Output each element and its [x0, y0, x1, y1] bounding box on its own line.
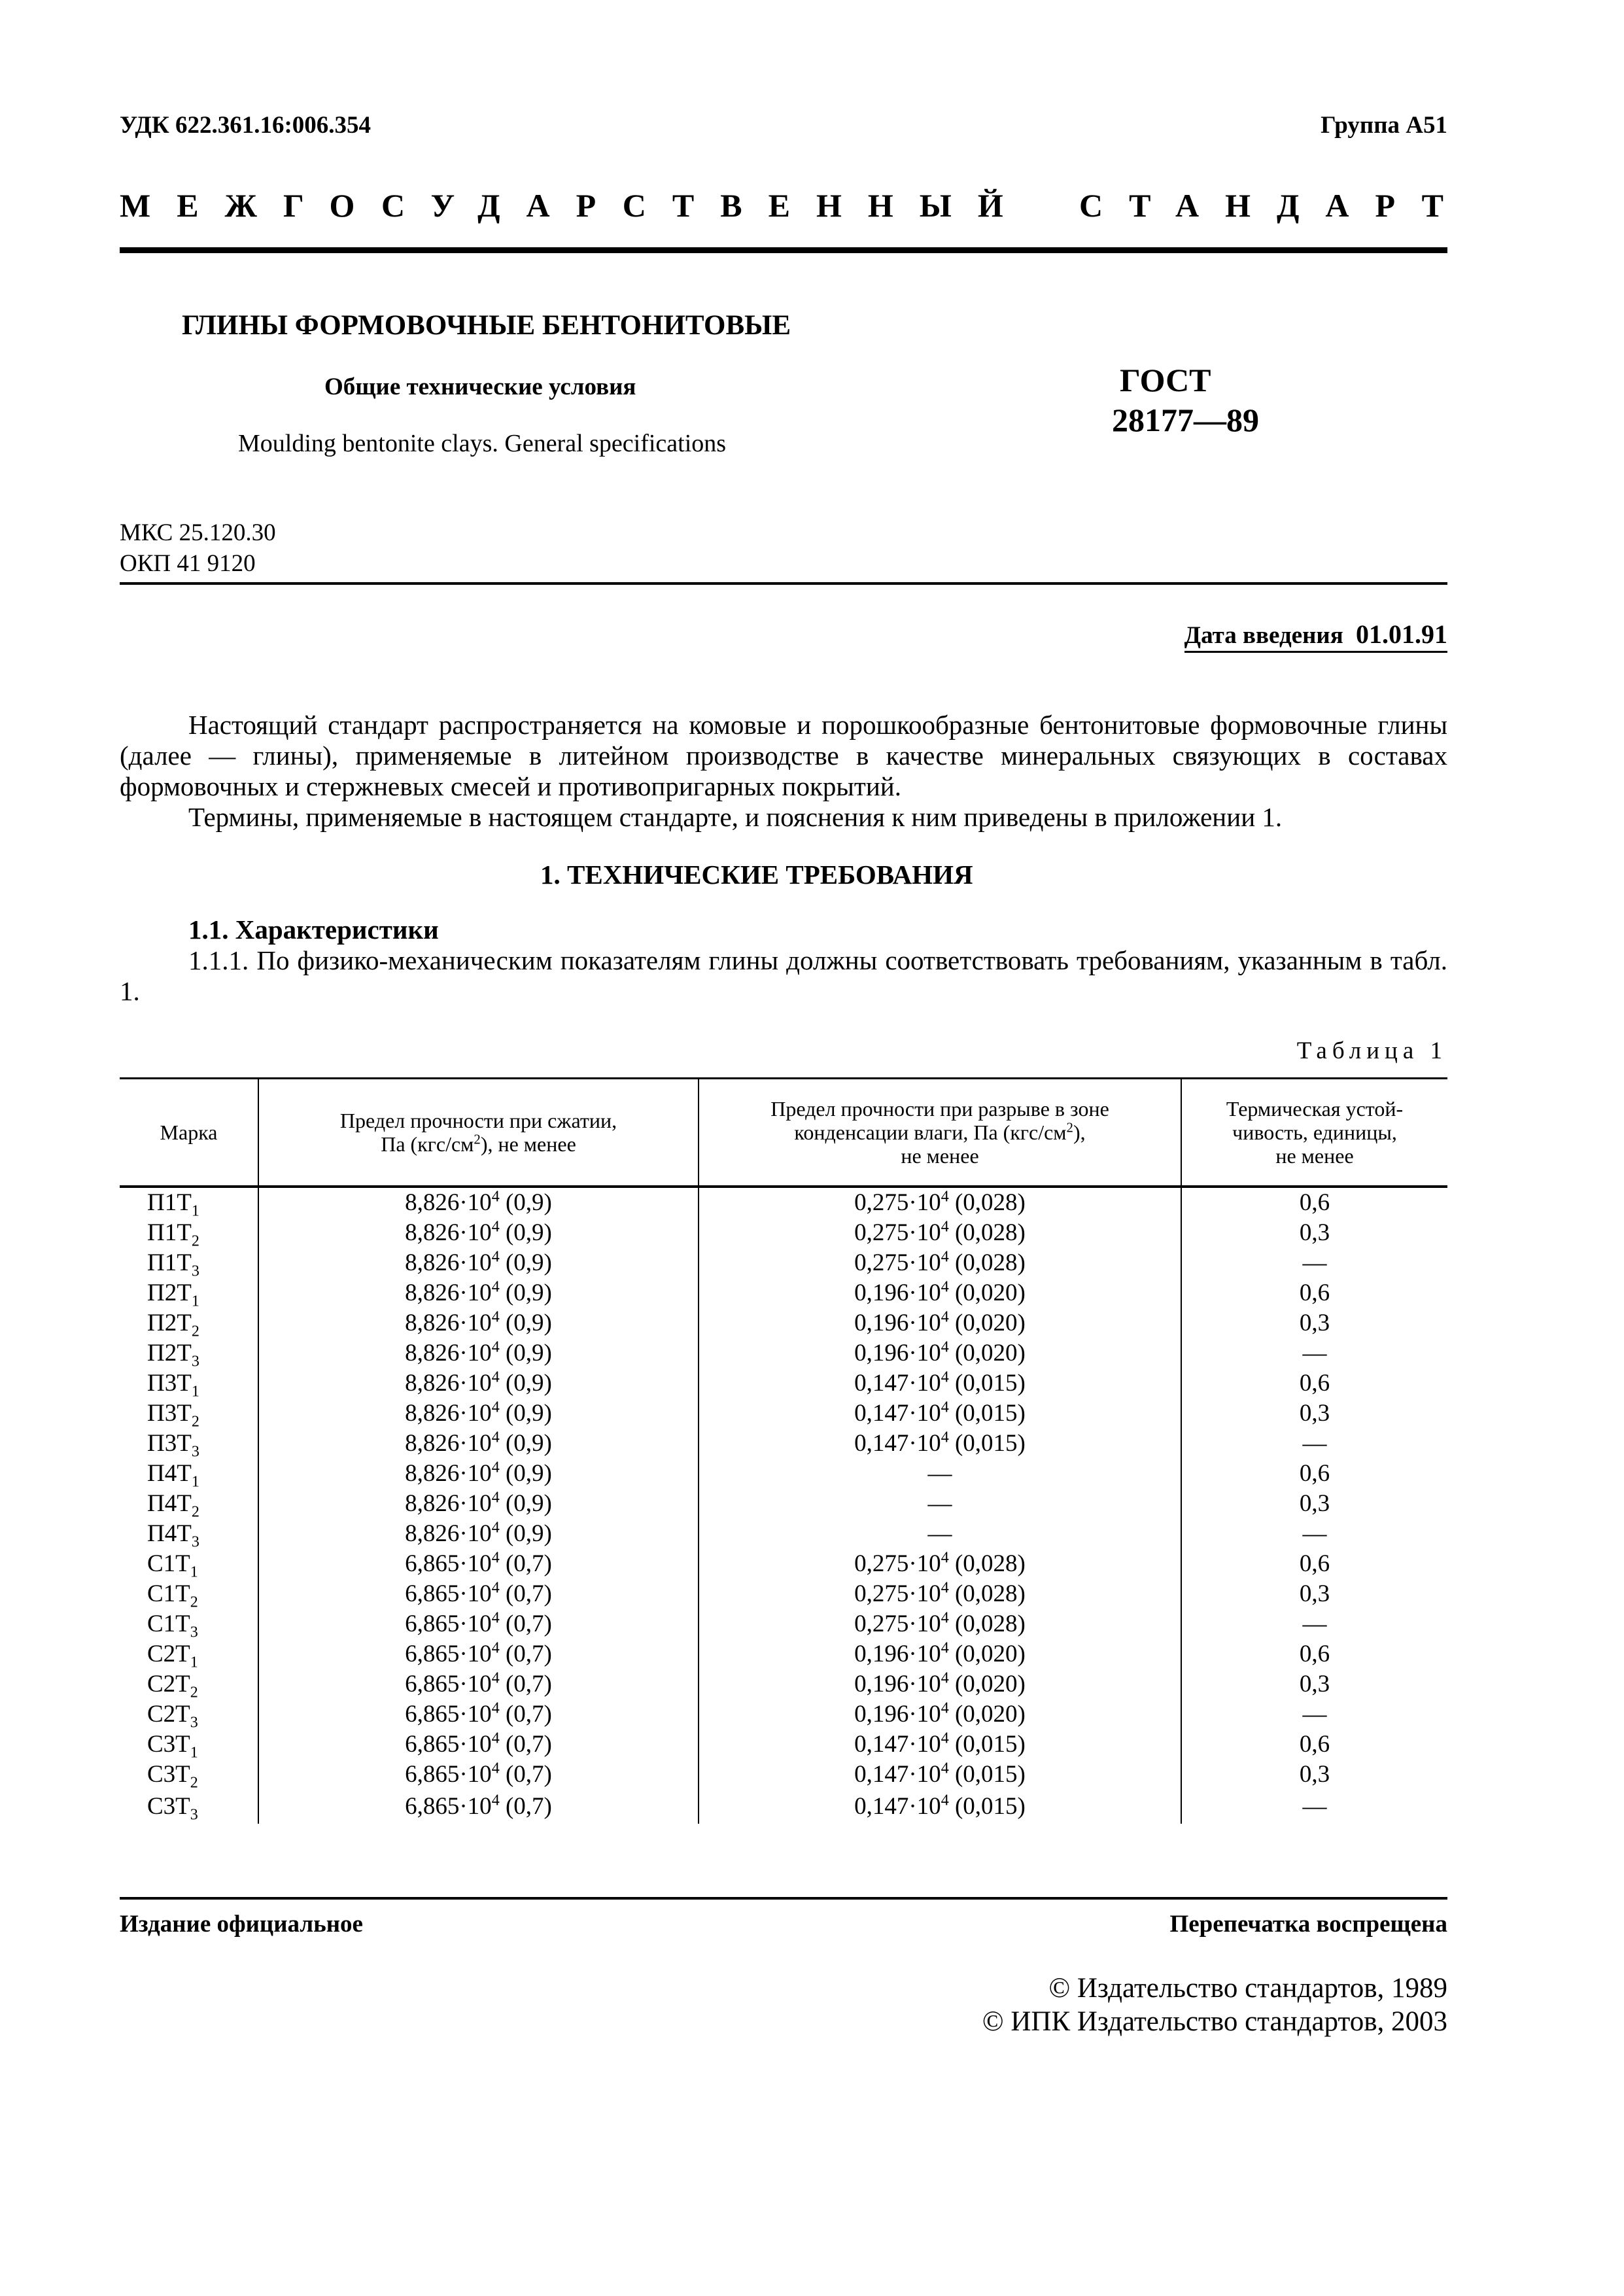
cell-thermal: — [1181, 1609, 1447, 1639]
cell-mark: $С1Т_2$ [147, 1580, 198, 1611]
table-row [120, 1429, 1447, 1459]
cell-thermal: 0,3 [1181, 1760, 1447, 1790]
cell-compression: $8,826\cdot 10^4$ (0,9) [258, 1248, 699, 1278]
intro-text [120, 710, 1447, 833]
cell-compression: $8,826\cdot 10^4$ (0,9) [258, 1519, 699, 1549]
cell-thermal: 0,6 [1181, 1549, 1447, 1579]
cell-tensile: $0,147\cdot 10^4$ (0,015) [699, 1368, 1181, 1399]
cell-thermal: 0,3 [1181, 1308, 1447, 1338]
cell-tensile: $0,147\cdot 10^4$ (0,015) [699, 1429, 1181, 1459]
table-row [120, 1699, 1447, 1730]
date-value: 01.01.91 [1356, 619, 1447, 649]
gost-number: 28177—89 [1112, 402, 1259, 438]
cell-tensile: $0,196\cdot 10^4$ (0,020) [699, 1699, 1181, 1730]
cell-tensile: $0,147\cdot 10^4$ (0,015) [699, 1760, 1181, 1790]
cell-mark: $П1Т_1$ [147, 1189, 199, 1220]
table-row [120, 1278, 1447, 1308]
cell-thermal: 0,3 [1181, 1669, 1447, 1699]
gost-label: ГОСТ [1120, 362, 1211, 398]
cell-thermal: — [1181, 1338, 1447, 1368]
cell-compression: $8,826\cdot 10^4$ (0,9) [258, 1489, 699, 1519]
cell-mark: $П3Т_1$ [147, 1370, 199, 1400]
table-row [120, 1609, 1447, 1639]
cell-tensile: $0,196\cdot 10^4$ (0,020) [699, 1669, 1181, 1699]
table-row [120, 1489, 1447, 1519]
cell-compression: $6,865\cdot 10^4$ (0,7) [258, 1609, 699, 1639]
table-row [120, 1549, 1447, 1579]
intro-paragraph-1: Настоящий стандарт распространяется на комовые и порошкообразные бентонитовые формовочные глины (далее — глины), применяемые в литейном производстве в качестве минеральных связующих в составах формовочных и стержневых смесей и противопригарных покрытий. [120, 710, 1447, 801]
table-row [120, 1790, 1447, 1824]
cell-mark: $П1Т_3$ [147, 1249, 199, 1280]
cell-mark: $П4Т_3$ [147, 1520, 199, 1551]
cell-thermal: 0,6 [1181, 1368, 1447, 1399]
table-caption: Таблица 1 [1296, 1037, 1447, 1064]
cell-compression: $8,826\cdot 10^4$ (0,9) [258, 1459, 699, 1489]
cell-tensile: $0,147\cdot 10^4$ (0,015) [699, 1730, 1181, 1760]
cell-mark: $П2Т_1$ [147, 1279, 199, 1310]
table-header-row [120, 1079, 1447, 1187]
table-row [120, 1730, 1447, 1760]
cell-compression: $6,865\cdot 10^4$ (0,7) [258, 1579, 699, 1609]
cell-thermal: — [1181, 1519, 1447, 1549]
cell-mark: $П4Т_2$ [147, 1490, 199, 1521]
cell-compression: $8,826\cdot 10^4$ (0,9) [258, 1338, 699, 1368]
cell-compression: $8,826\cdot 10^4$ (0,9) [258, 1218, 699, 1248]
cell-mark: $П1Т_2$ [147, 1219, 199, 1250]
english-title: Moulding bentonite clays. General specifications [238, 430, 727, 457]
cell-tensile: — [699, 1519, 1181, 1549]
reprint-notice: Перепечатка воспрещена [1169, 1911, 1447, 1938]
table-row [120, 1639, 1447, 1669]
official-edition: Издание официальное [120, 1911, 363, 1938]
cell-tensile: $0,275\cdot 10^4$ (0,028) [699, 1187, 1181, 1218]
specs-table [120, 1077, 1447, 1824]
okp-code: ОКП 41 9120 [120, 550, 256, 577]
header-rule [120, 247, 1447, 253]
cell-compression: $6,865\cdot 10^4$ (0,7) [258, 1699, 699, 1730]
cell-mark: $П4Т_1$ [147, 1460, 199, 1491]
cell-mark: $С2Т_3$ [147, 1701, 198, 1731]
cell-tensile: $0,147\cdot 10^4$ (0,015) [699, 1790, 1181, 1824]
table-row [120, 1399, 1447, 1429]
cell-compression: $8,826\cdot 10^4$ (0,9) [258, 1278, 699, 1308]
cell-thermal: 0,3 [1181, 1218, 1447, 1248]
cell-mark: $С1Т_3$ [147, 1610, 198, 1641]
table-row [120, 1218, 1447, 1248]
table-row [120, 1519, 1447, 1549]
cell-tensile: $0,147\cdot 10^4$ (0,015) [699, 1399, 1181, 1429]
cell-thermal: 0,6 [1181, 1459, 1447, 1489]
table-row [120, 1338, 1447, 1368]
table-row [120, 1760, 1447, 1790]
cell-compression: $6,865\cdot 10^4$ (0,7) [258, 1549, 699, 1579]
cell-tensile: $0,275\cdot 10^4$ (0,028) [699, 1549, 1181, 1579]
cell-thermal: 0,3 [1181, 1579, 1447, 1609]
intro-date [1184, 619, 1447, 653]
cell-compression: $6,865\cdot 10^4$ (0,7) [258, 1669, 699, 1699]
cell-mark: $П2Т_3$ [147, 1340, 199, 1370]
cell-thermal: — [1181, 1248, 1447, 1278]
cell-thermal: — [1181, 1429, 1447, 1459]
cell-thermal: 0,3 [1181, 1489, 1447, 1519]
table-row [120, 1187, 1447, 1218]
cell-thermal: — [1181, 1790, 1447, 1824]
cell-compression: $8,826\cdot 10^4$ (0,9) [258, 1187, 699, 1218]
cell-thermal: — [1181, 1699, 1447, 1730]
cell-tensile: $0,275\cdot 10^4$ (0,028) [699, 1248, 1181, 1278]
cell-thermal: 0,6 [1181, 1639, 1447, 1669]
cell-tensile: — [699, 1459, 1181, 1489]
copyright-1: © Издательство стандартов, 1989 [1048, 1973, 1447, 2004]
cell-mark: $П3Т_2$ [147, 1400, 199, 1431]
group-code: Группа А51 [1321, 112, 1447, 139]
page-subtitle: Общие технические условия [324, 374, 636, 400]
banner-right: СТАНДАРТ [1079, 187, 1470, 224]
subsection-heading: 1.1. Характеристики [188, 914, 439, 945]
mks-code: МКС 25.120.30 [120, 519, 276, 546]
table-row [120, 1579, 1447, 1609]
table-row [120, 1459, 1447, 1489]
cell-tensile: $0,196\cdot 10^4$ (0,020) [699, 1308, 1181, 1338]
header-tensile: Предел прочности при разрыве в зоне конденсации влаги, Па $(кгс/см^2)$, не менее [699, 1079, 1181, 1187]
cell-compression: $8,826\cdot 10^4$ (0,9) [258, 1399, 699, 1429]
cell-compression: $6,865\cdot 10^4$ (0,7) [258, 1730, 699, 1760]
cell-mark: $С2Т_2$ [147, 1671, 198, 1701]
cell-mark: $С3Т_1$ [147, 1731, 198, 1762]
cell-compression: $8,826\cdot 10^4$ (0,9) [258, 1308, 699, 1338]
date-label: Дата введения [1184, 622, 1343, 649]
cell-compression: $6,865\cdot 10^4$ (0,7) [258, 1790, 699, 1824]
cell-tensile: $0,196\cdot 10^4$ (0,020) [699, 1639, 1181, 1669]
cell-mark: $П3Т_3$ [147, 1430, 199, 1461]
cell-tensile: $0,275\cdot 10^4$ (0,028) [699, 1218, 1181, 1248]
header-compression: Предел прочности при сжатии, Па $(кгс/см^2)$, не менее [258, 1079, 699, 1187]
cell-mark: $С3Т_2$ [147, 1761, 198, 1792]
cell-tensile: $0,196\cdot 10^4$ (0,020) [699, 1278, 1181, 1308]
cell-mark: $С2Т_1$ [147, 1641, 198, 1671]
section-heading: 1. ТЕХНИЧЕСКИЕ ТРЕБОВАНИЯ [540, 860, 973, 890]
cell-thermal: 0,6 [1181, 1278, 1447, 1308]
section-text [120, 945, 1447, 1007]
cell-tensile: $0,275\cdot 10^4$ (0,028) [699, 1609, 1181, 1639]
table-row [120, 1368, 1447, 1399]
banner-left: МЕЖГОСУДАРСТВЕННЫЙ [120, 187, 1029, 224]
table-row [120, 1248, 1447, 1278]
cell-mark: $С3Т_3$ [147, 1793, 198, 1824]
header-mark: Марка [120, 1079, 258, 1187]
cell-tensile: $0,196\cdot 10^4$ (0,020) [699, 1338, 1181, 1368]
codes-rule [120, 582, 1447, 585]
cell-tensile: — [699, 1489, 1181, 1519]
cell-thermal: 0,6 [1181, 1187, 1447, 1218]
cell-mark: $П2Т_2$ [147, 1310, 199, 1340]
page-title: ГЛИНЫ ФОРМОВОЧНЫЕ БЕНТОНИТОВЫЕ [182, 310, 791, 341]
cell-compression: $6,865\cdot 10^4$ (0,7) [258, 1760, 699, 1790]
cell-mark: $С1Т_1$ [147, 1550, 198, 1581]
footer-rule [120, 1897, 1447, 1900]
table-row [120, 1308, 1447, 1338]
table-row [120, 1669, 1447, 1699]
copyright-2: © ИПК Издательство стандартов, 2003 [982, 2006, 1447, 2037]
table-body [120, 1187, 1447, 1824]
udk-code: УДК 622.361.16:006.354 [120, 112, 371, 139]
cell-compression: $6,865\cdot 10^4$ (0,7) [258, 1639, 699, 1669]
header-thermal: Термическая устой- чивость, единицы, не менее [1181, 1079, 1447, 1187]
cell-compression: $8,826\cdot 10^4$ (0,9) [258, 1368, 699, 1399]
cell-compression: $8,826\cdot 10^4$ (0,9) [258, 1429, 699, 1459]
section-paragraph: 1.1.1. По физико-механическим показателям глины должны соответствовать требованиям, указанным в табл. 1. [120, 945, 1447, 1006]
cell-tensile: $0,275\cdot 10^4$ (0,028) [699, 1579, 1181, 1609]
cell-thermal: 0,6 [1181, 1730, 1447, 1760]
cell-thermal: 0,3 [1181, 1399, 1447, 1429]
intro-paragraph-2: Термины, применяемые в настоящем стандарте, и пояснения к ним приведены в приложении 1. [188, 802, 1283, 832]
